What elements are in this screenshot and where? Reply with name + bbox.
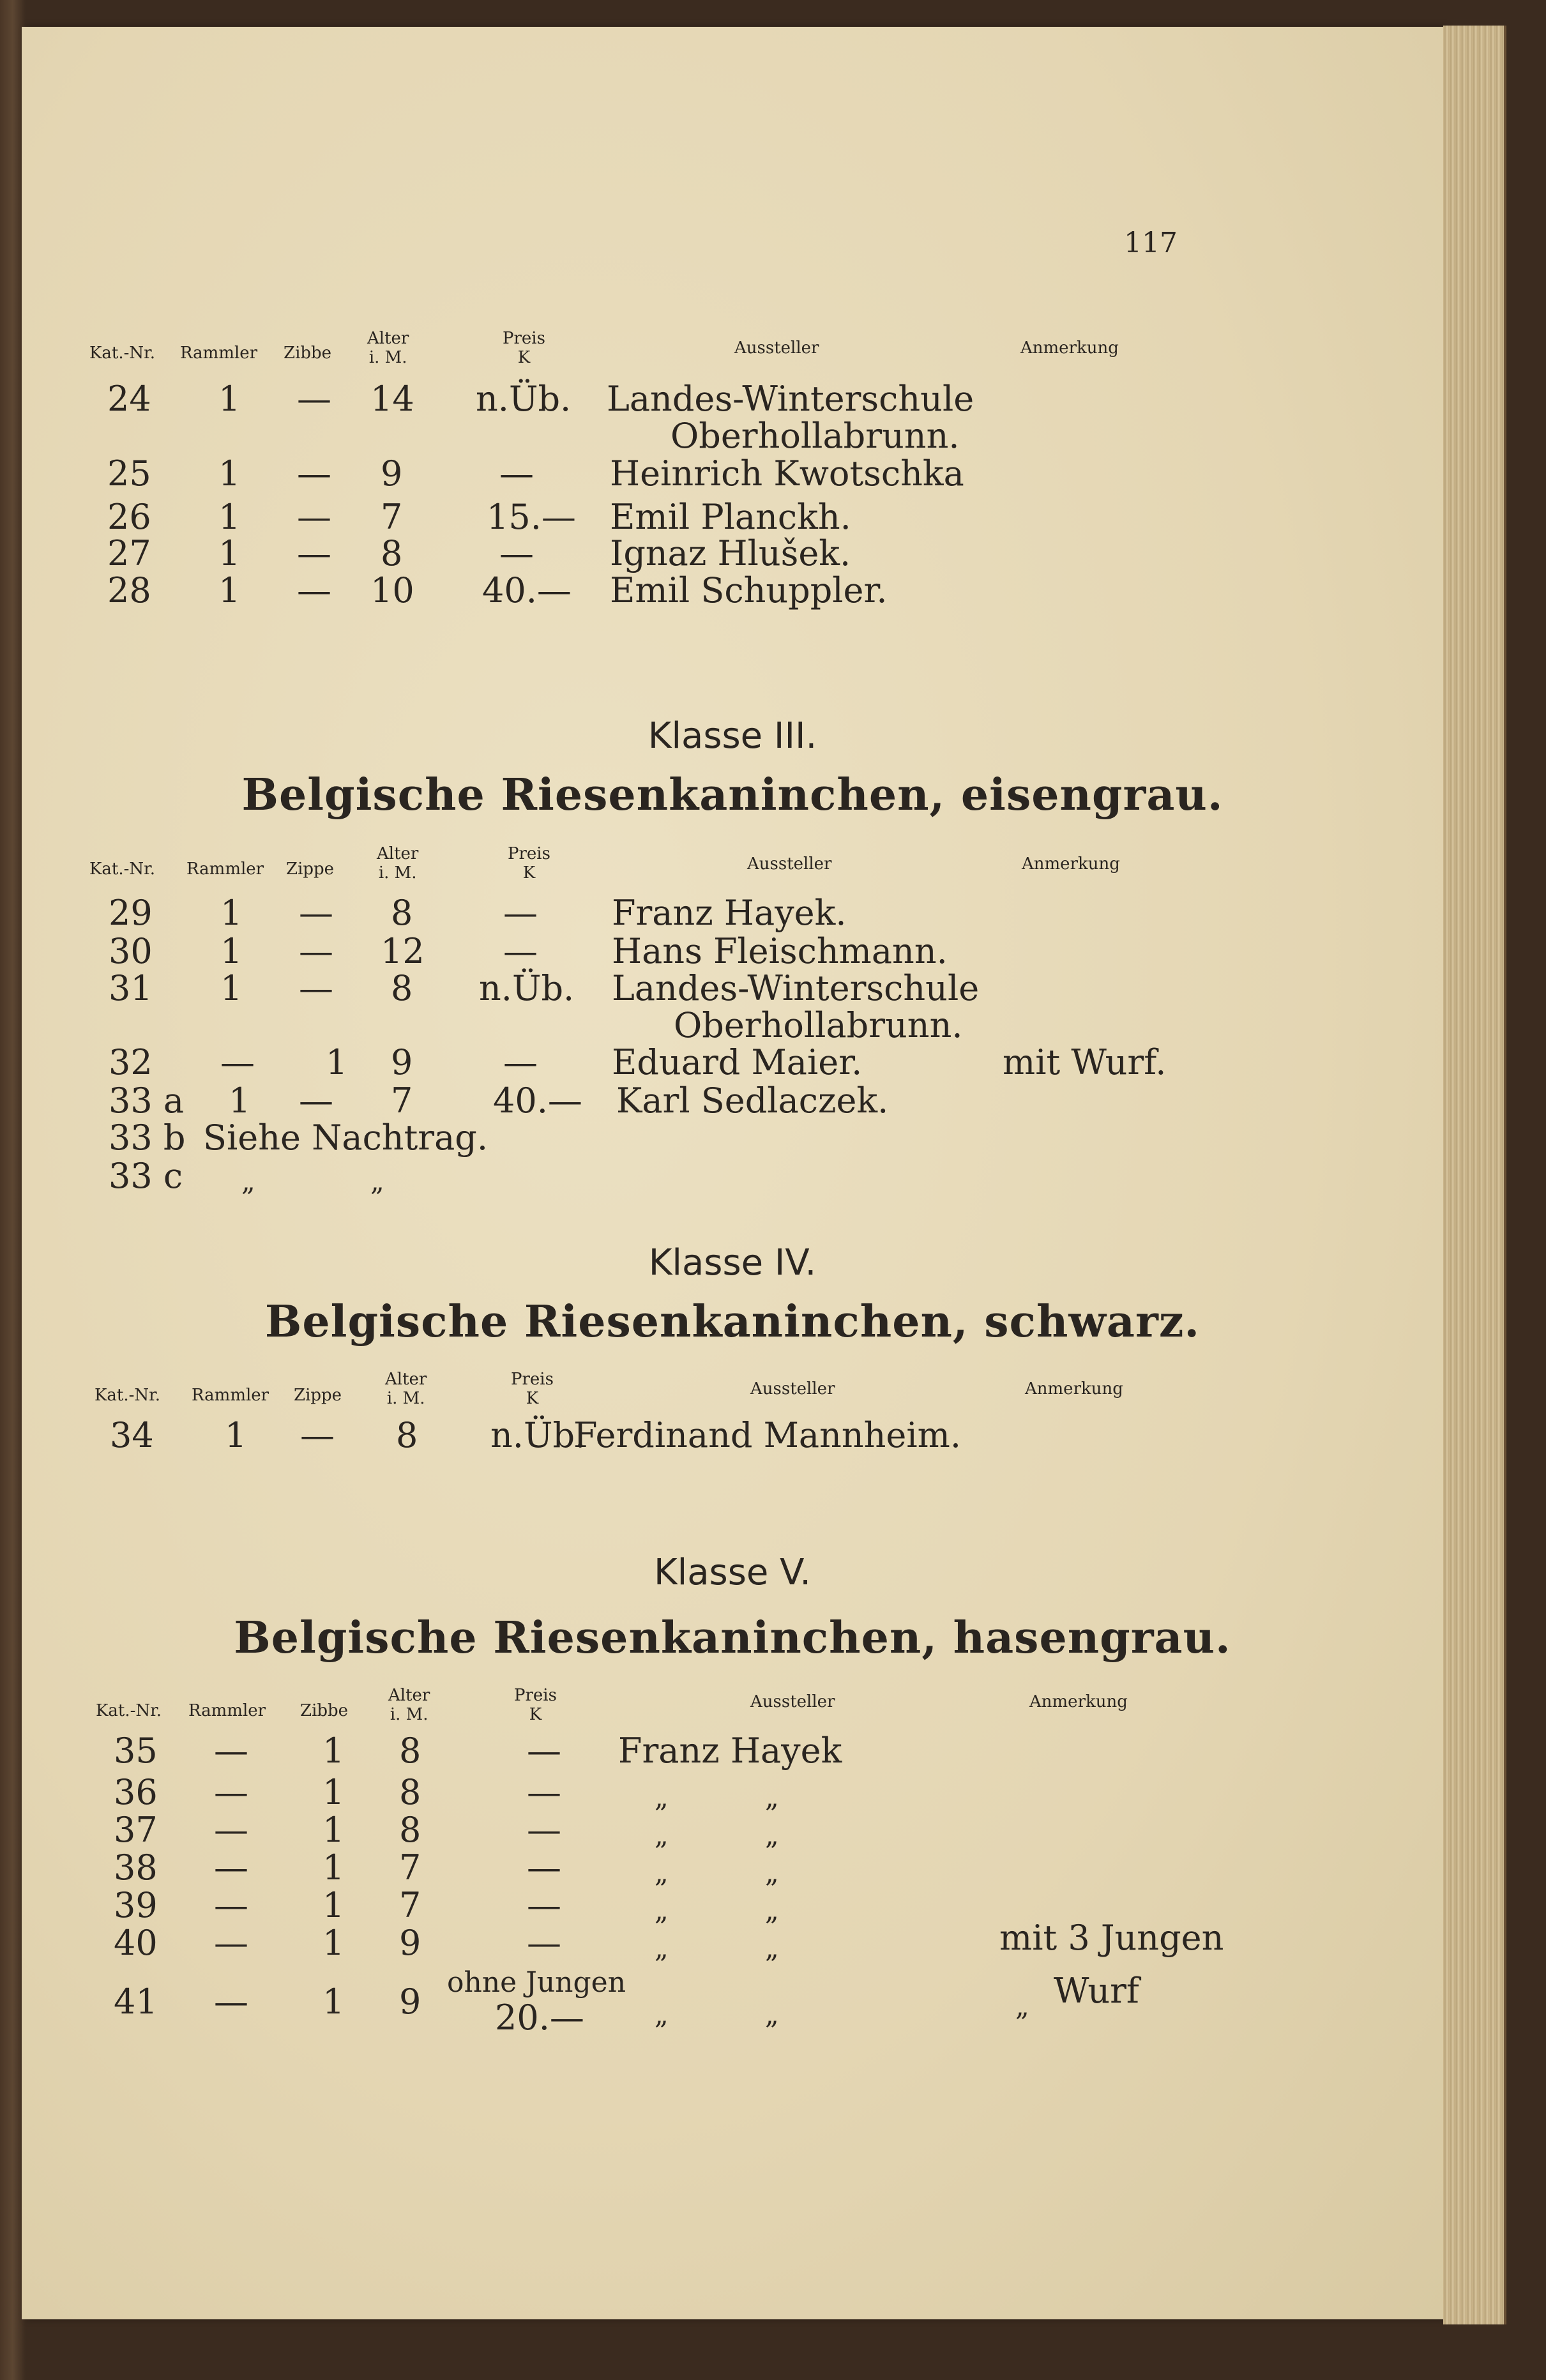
row38-alter: 7 — [399, 1847, 421, 1888]
klasse-iv-heading: Klasse IV. — [648, 1242, 817, 1284]
row35-preis: — — [527, 1731, 561, 1771]
row26-zibbe: — — [297, 497, 331, 537]
row30-preis: — — [503, 931, 538, 971]
row33a-aussteller: Karl Sedlaczek. — [616, 1080, 889, 1121]
row36-nr: 36 — [114, 1772, 158, 1812]
row32-aussteller: Eduard Maier. — [612, 1042, 863, 1082]
row29-rammler: 1 — [220, 893, 243, 933]
row36-rammler: — — [214, 1772, 248, 1812]
header-aussteller-4: Aussteller — [750, 1379, 835, 1398]
row32-nr: 32 — [109, 1042, 153, 1082]
row32-alter: 9 — [391, 1042, 413, 1082]
row28-preis: 40.— — [482, 570, 572, 610]
row36-zibbe: 1 — [322, 1772, 345, 1812]
row34-nr: 34 — [110, 1415, 154, 1455]
row27-aussteller: Ignaz Hlušek. — [610, 533, 851, 573]
row31-aussteller2: Oberhollabrunn. — [674, 1005, 963, 1045]
row41-zibbe: 1 — [322, 1982, 345, 2022]
row30-nr: 30 — [109, 931, 153, 971]
row25-zibbe: — — [297, 453, 331, 494]
row37-zibbe: 1 — [322, 1810, 345, 1850]
row41-anmerkung: Wurf — [1054, 1971, 1139, 2011]
row38-ditto2: „ — [765, 1857, 779, 1888]
header-anmerkung-4: Anmerkung — [1025, 1379, 1123, 1398]
row40-alter: 9 — [399, 1923, 421, 1963]
page-number: 117 — [1124, 227, 1178, 259]
row28-rammler: 1 — [218, 570, 241, 610]
row25-rammler: 1 — [218, 453, 241, 494]
row37-preis: — — [527, 1810, 561, 1850]
row31-aussteller: Landes-Winterschule — [612, 968, 980, 1008]
row38-rammler: — — [214, 1847, 248, 1888]
row25-preis: — — [499, 453, 534, 494]
row40-preis: — — [527, 1923, 561, 1963]
row41-ditto1: „ — [655, 1999, 669, 2030]
header-rammler-3: Rammler — [186, 860, 264, 879]
row34-alter: 8 — [396, 1415, 418, 1455]
row29-nr: 29 — [109, 893, 153, 933]
row33a-rammler: 1 — [229, 1080, 251, 1121]
row30-aussteller: Hans Fleischmann. — [612, 931, 948, 971]
header-zippe-4: Zippe — [294, 1386, 342, 1405]
row30-rammler: 1 — [220, 931, 243, 971]
header-kat-5: Kat.-Nr. — [96, 1701, 162, 1720]
klasse-iv-title: Belgische Riesenkaninchen, schwarz. — [264, 1296, 1201, 1347]
row33a-zippe: — — [299, 1080, 333, 1121]
row40-rammler: — — [214, 1923, 248, 1963]
row41-rammler: — — [214, 1982, 248, 2022]
row33b-nr: 33 b — [109, 1118, 186, 1158]
header-alter-3: Alter i. M. — [377, 844, 419, 883]
row30-alter: 12 — [381, 931, 425, 971]
row26-rammler: 1 — [218, 497, 241, 537]
row36-preis: — — [527, 1772, 561, 1812]
row25-aussteller: Heinrich Kwotschka — [610, 453, 964, 494]
row37-nr: 37 — [114, 1810, 158, 1850]
header-preis: Preis K — [503, 329, 545, 367]
row40-ditto1: „ — [655, 1932, 669, 1964]
row34-aussteller: Ferdinand Mannheim. — [573, 1415, 962, 1455]
row32-zippe: 1 — [326, 1042, 348, 1082]
header-aussteller: Aussteller — [734, 338, 819, 358]
row24-aussteller2: Oberhollabrunn. — [671, 416, 960, 456]
row39-rammler: — — [214, 1885, 248, 1925]
row41-nr: 41 — [114, 1982, 158, 2022]
row26-nr: 26 — [107, 497, 151, 537]
row27-preis: — — [499, 533, 534, 573]
row27-alter: 8 — [381, 533, 403, 573]
row24-aussteller: Landes-Winterschule — [607, 379, 974, 419]
row31-nr: 31 — [109, 968, 153, 1008]
row40-ditto2: „ — [765, 1932, 779, 1964]
header-anmerkung-3: Anmerkung — [1022, 854, 1120, 874]
row39-preis: — — [527, 1885, 561, 1925]
row41-anmerkung-ditto: „ — [1015, 1990, 1029, 2022]
row35-aussteller: Franz Hayek — [618, 1731, 842, 1771]
row41-preis-note: ohne Jungen — [447, 1966, 626, 1999]
row41-alter: 9 — [399, 1982, 421, 2022]
klasse-v-title: Belgische Riesenkaninchen, hasengrau. — [234, 1612, 1231, 1664]
row34-zippe: — — [300, 1415, 335, 1455]
header-alter: Alter i. M. — [367, 329, 409, 367]
row39-alter: 7 — [399, 1885, 421, 1925]
header-preis-4: Preis K — [511, 1370, 554, 1408]
header-kat-4: Kat.-Nr. — [95, 1386, 161, 1405]
row29-zippe: — — [299, 893, 333, 933]
row37-alter: 8 — [399, 1810, 421, 1850]
row29-preis: — — [503, 893, 538, 933]
row24-preis: n.Üb. — [476, 379, 572, 419]
page-edges — [1443, 26, 1506, 2324]
header-zibbe-5: Zibbe — [300, 1701, 349, 1720]
row31-zippe: — — [299, 968, 333, 1008]
header-alter-4: Alter i. M. — [385, 1370, 427, 1408]
header-kat: Kat.-Nr. — [89, 344, 156, 363]
row28-zibbe: — — [297, 570, 331, 610]
row35-alter: 8 — [399, 1731, 421, 1771]
header-alter-5: Alter i. M. — [388, 1686, 430, 1724]
row35-nr: 35 — [114, 1731, 158, 1771]
row31-preis: n.Üb. — [479, 968, 575, 1008]
header-aussteller-3: Aussteller — [747, 854, 832, 874]
row40-nr: 40 — [114, 1923, 158, 1963]
row34-rammler: 1 — [225, 1415, 247, 1455]
row33a-preis: 40.— — [493, 1080, 582, 1121]
row41-preis: 20.— — [495, 1997, 584, 2038]
header-anmerkung-5: Anmerkung — [1029, 1692, 1128, 1711]
row33a-nr: 33 a — [109, 1080, 185, 1121]
row31-alter: 8 — [391, 968, 413, 1008]
header-aussteller-5: Aussteller — [750, 1692, 835, 1711]
row30-zippe: — — [299, 931, 333, 971]
row28-aussteller: Emil Schuppler. — [610, 570, 888, 610]
row41-ditto2: „ — [765, 1999, 779, 2030]
header-rammler: Rammler — [180, 344, 258, 363]
row35-rammler: — — [214, 1731, 248, 1771]
row29-aussteller: Franz Hayek. — [612, 893, 847, 933]
row39-ditto2: „ — [765, 1895, 779, 1926]
row38-zibbe: 1 — [322, 1847, 345, 1888]
klasse-iii-heading: Klasse III. — [648, 715, 817, 757]
row33c-nr: 33 c — [109, 1156, 183, 1196]
header-rammler-5: Rammler — [188, 1701, 266, 1720]
row39-ditto1: „ — [655, 1895, 669, 1926]
row27-rammler: 1 — [218, 533, 241, 573]
header-kat-3: Kat.-Nr. — [89, 860, 156, 879]
row24-alter: 14 — [370, 379, 414, 419]
row26-aussteller: Emil Planckh. — [610, 497, 851, 537]
row32-anmerkung: mit Wurf. — [1003, 1042, 1167, 1082]
header-rammler-4: Rammler — [192, 1386, 269, 1405]
row26-alter: 7 — [381, 497, 403, 537]
row40-zibbe: 1 — [322, 1923, 345, 1963]
row37-ditto1: „ — [655, 1819, 669, 1851]
row38-preis: — — [527, 1847, 561, 1888]
row35-zibbe: 1 — [322, 1731, 345, 1771]
row24-zibbe: — — [297, 379, 331, 419]
row36-alter: 8 — [399, 1772, 421, 1812]
header-anmerkung: Anmerkung — [1020, 338, 1119, 358]
header-preis-5: Preis K — [514, 1686, 557, 1724]
row37-ditto2: „ — [765, 1819, 779, 1851]
header-preis-3: Preis K — [508, 844, 550, 883]
row33a-alter: 7 — [391, 1080, 413, 1121]
row32-preis: — — [503, 1042, 538, 1082]
row39-zibbe: 1 — [322, 1885, 345, 1925]
header-zibbe: Zibbe — [284, 344, 332, 363]
header-zippe-3: Zippe — [286, 860, 335, 879]
row25-alter: 9 — [381, 453, 403, 494]
row33b-note: Siehe Nachtrag. — [203, 1118, 489, 1158]
row40-anmerkung: mit 3 Jungen — [999, 1918, 1224, 1958]
row34-preis: n.Üb. — [490, 1415, 586, 1455]
row24-nr: 24 — [107, 379, 151, 419]
klasse-v-heading: Klasse V. — [653, 1552, 812, 1593]
row29-alter: 8 — [391, 893, 413, 933]
row39-nr: 39 — [114, 1885, 158, 1925]
row26-preis: 15.— — [487, 497, 576, 537]
row38-nr: 38 — [114, 1847, 158, 1888]
row27-nr: 27 — [107, 533, 151, 573]
row24-rammler: 1 — [218, 379, 241, 419]
row38-ditto1: „ — [655, 1857, 669, 1888]
klasse-iii-title: Belgische Riesenkaninchen, eisengrau. — [241, 769, 1224, 821]
row32-rammler: — — [220, 1042, 255, 1082]
row33c-ditto2: „ — [370, 1165, 384, 1197]
row28-alter: 10 — [370, 570, 414, 610]
row31-rammler: 1 — [220, 968, 243, 1008]
row28-nr: 28 — [107, 570, 151, 610]
book-page — [22, 27, 1443, 2319]
row36-ditto2: „ — [765, 1782, 779, 1813]
row37-rammler: — — [214, 1810, 248, 1850]
row25-nr: 25 — [107, 453, 151, 494]
row27-zibbe: — — [297, 533, 331, 573]
row36-ditto1: „ — [655, 1782, 669, 1813]
row33c-ditto1: „ — [241, 1165, 255, 1197]
